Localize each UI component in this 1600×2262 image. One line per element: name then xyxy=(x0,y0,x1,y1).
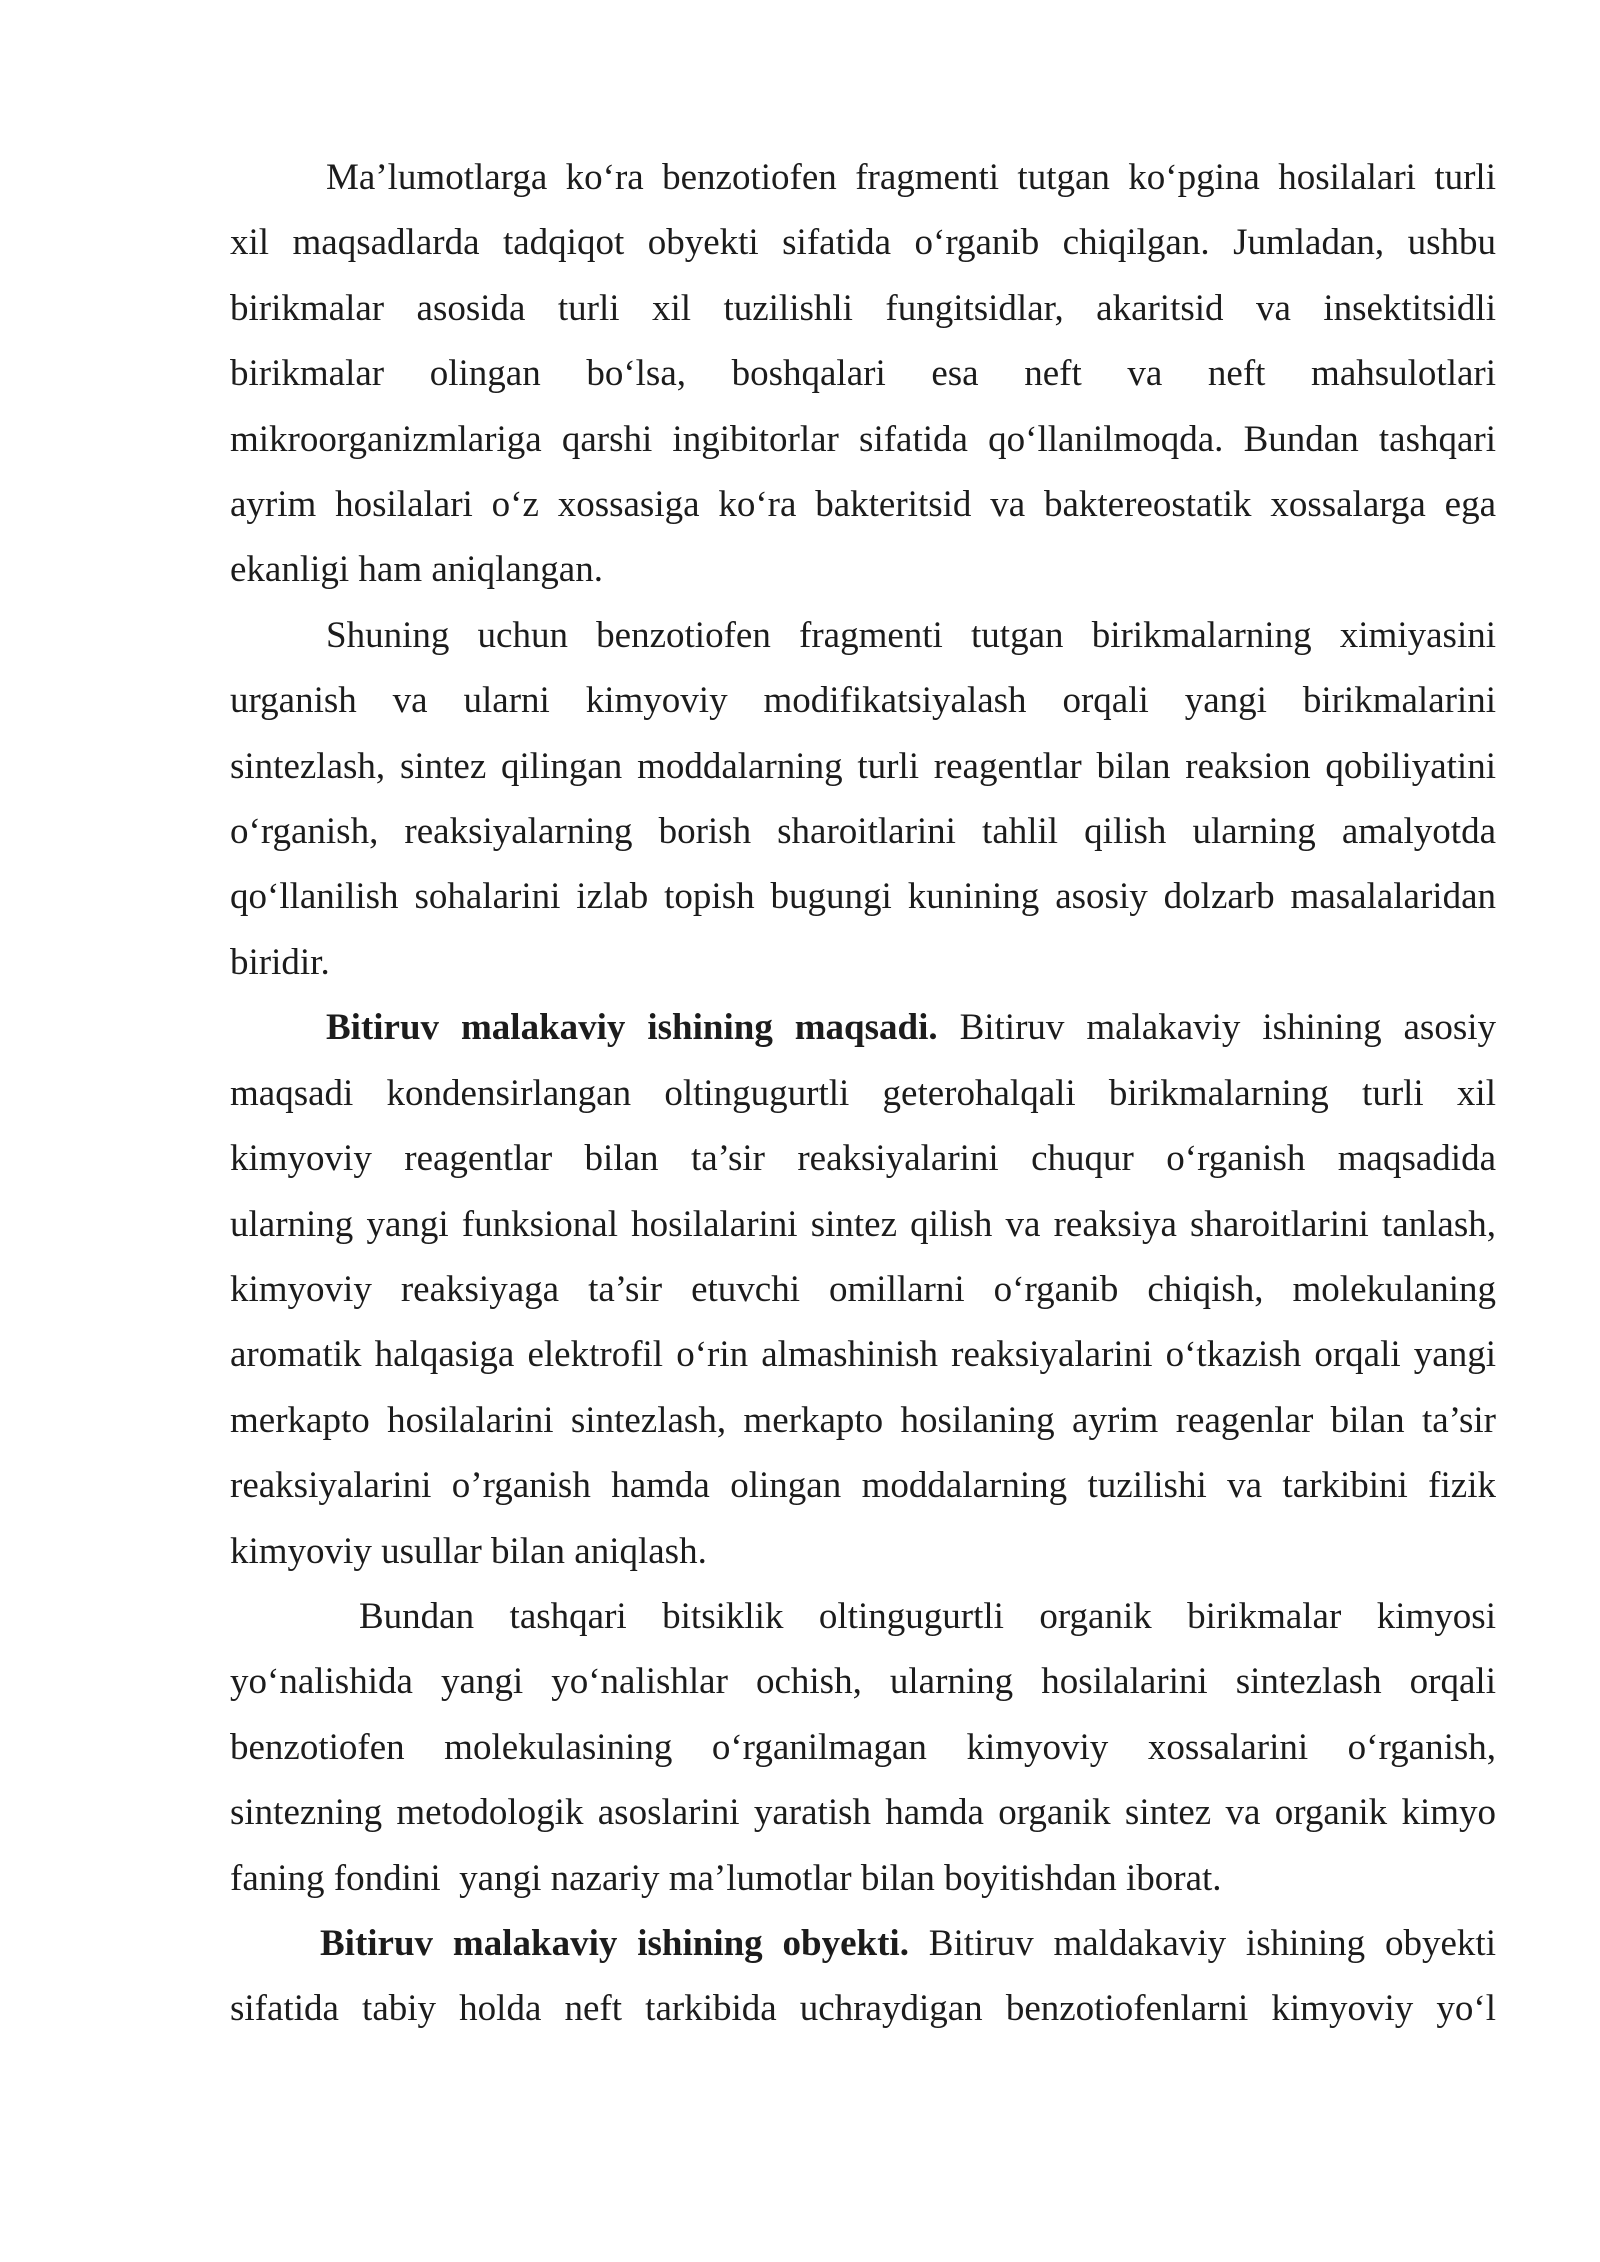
text-line: ularning yangi funksional hosilalarini sintez qilish va reaksiya sharoitlarini tanlash, xyxy=(230,1203,1496,1245)
text-line: ayrim hosilalari o‘z xossasiga ko‘ra bakteritsid va baktereostatik xossalarga ega xyxy=(230,484,1496,526)
paragraph-2 xyxy=(230,603,1496,995)
text-line: urganish va ularni kimyoviy modifikatsiyalash orqali yangi birikmalarini xyxy=(230,680,1496,722)
text-line: sintezning metodologik asoslarini yaratish hamda organik sintez va organik kimyo xyxy=(230,1792,1496,1834)
text-span: Bitiruv maldakaviy ishining obyekti xyxy=(928,1922,1496,1964)
text-line: biridir. xyxy=(230,941,330,983)
document-body xyxy=(230,145,1496,2042)
text-line: kimyoviy reagentlar bilan ta’sir reaksiyalarini chuqur o‘rganish maqsadida xyxy=(230,1138,1496,1180)
text-line: ekanligi ham aniqlangan. xyxy=(230,549,603,591)
text-line: birikmalar olingan bo‘lsa, boshqalari esa neft va neft mahsulotlari xyxy=(230,353,1496,395)
text-line: xil maqsadlarda tadqiqot obyekti sifatida o‘rganib chiqilgan. Jumladan, ushbu xyxy=(230,222,1496,264)
text-line xyxy=(230,995,1496,1060)
paragraph-4 xyxy=(230,1584,1496,1911)
text-line: maqsadi kondensirlangan oltingugurtli geterohalqali birikmalarning turli xil xyxy=(230,1072,1496,1114)
text-line: qo‘llanilish sohalarini izlab topish bugungi kunining asosiy dolzarb masalalaridan xyxy=(230,876,1496,918)
text-line: sintezlash, sintez qilingan moddalarning turli reagentlar bilan reaksion qobiliyatini xyxy=(230,745,1496,787)
text-line: Bundan tashqari bitsiklik oltingugurtli organik birikmalar kimyosi xyxy=(359,1595,1496,1637)
text-line xyxy=(230,1911,1496,1976)
text-line: kimyoviy reaksiyaga ta’sir etuvchi omillarni o‘rganib chiqish, molekulaning xyxy=(230,1268,1496,1310)
text-line: Shuning uchun benzotiofen fragmenti tutgan birikmalarning ximiyasini xyxy=(326,614,1496,656)
text-line: reaksiyalarini o’rganish hamda olingan moddalarning tuzilishi va tarkibini fizik xyxy=(230,1465,1496,1507)
text-line: merkapto hosilalarini sintezlash, merkapto hosilaning ayrim reagenlar bilan ta’sir xyxy=(230,1399,1496,1441)
text-line: mikroorganizmlariga qarshi ingibitorlar sifatida qo‘llanilmoqda. Bundan tashqari xyxy=(230,418,1496,460)
text-line: faning fondini yangi nazariy ma’lumotlar bilan boyitishdan iborat. xyxy=(230,1857,1222,1899)
text-line: aromatik halqasiga elektrofil o‘rin almashinish reaksiyalarini o‘tkazish orqali yangi xyxy=(230,1334,1496,1376)
text-span: Bitiruv malakaviy ishining asosiy xyxy=(959,1007,1496,1049)
text-line: benzotiofen molekulasining o‘rganilmagan kimyoviy xossalarini o‘rganish, xyxy=(230,1726,1496,1768)
paragraph-1 xyxy=(230,145,1496,603)
paragraph-3 xyxy=(230,995,1496,1584)
text-line: o‘rganish, reaksiyalarning borish sharoitlarini tahlil qilish ularning amalyotda xyxy=(230,811,1496,853)
text-line: sifatida tabiy holda neft tarkibida uchraydigan benzotiofenlarni kimyoviy yo‘l xyxy=(230,1988,1496,2030)
text-line: kimyoviy usullar bilan aniqlash. xyxy=(230,1530,707,1572)
text-line: yo‘nalishida yangi yo‘nalishlar ochish, ularning hosilalarini sintezlash orqali xyxy=(230,1661,1496,1703)
section-heading-purpose: Bitiruv malakaviy ishining maqsadi. xyxy=(326,1007,938,1049)
paragraph-5 xyxy=(230,1911,1496,2042)
text-line: Ma’lumotlarga ko‘ra benzotiofen fragmenti tutgan ko‘pgina hosilalari turli xyxy=(326,157,1496,198)
text-line: birikmalar asosida turli xil tuzilishli fungitsidlar, akaritsid va insektitsidli xyxy=(230,287,1496,329)
section-heading-object: Bitiruv malakaviy ishining obyekti. xyxy=(320,1922,909,1964)
